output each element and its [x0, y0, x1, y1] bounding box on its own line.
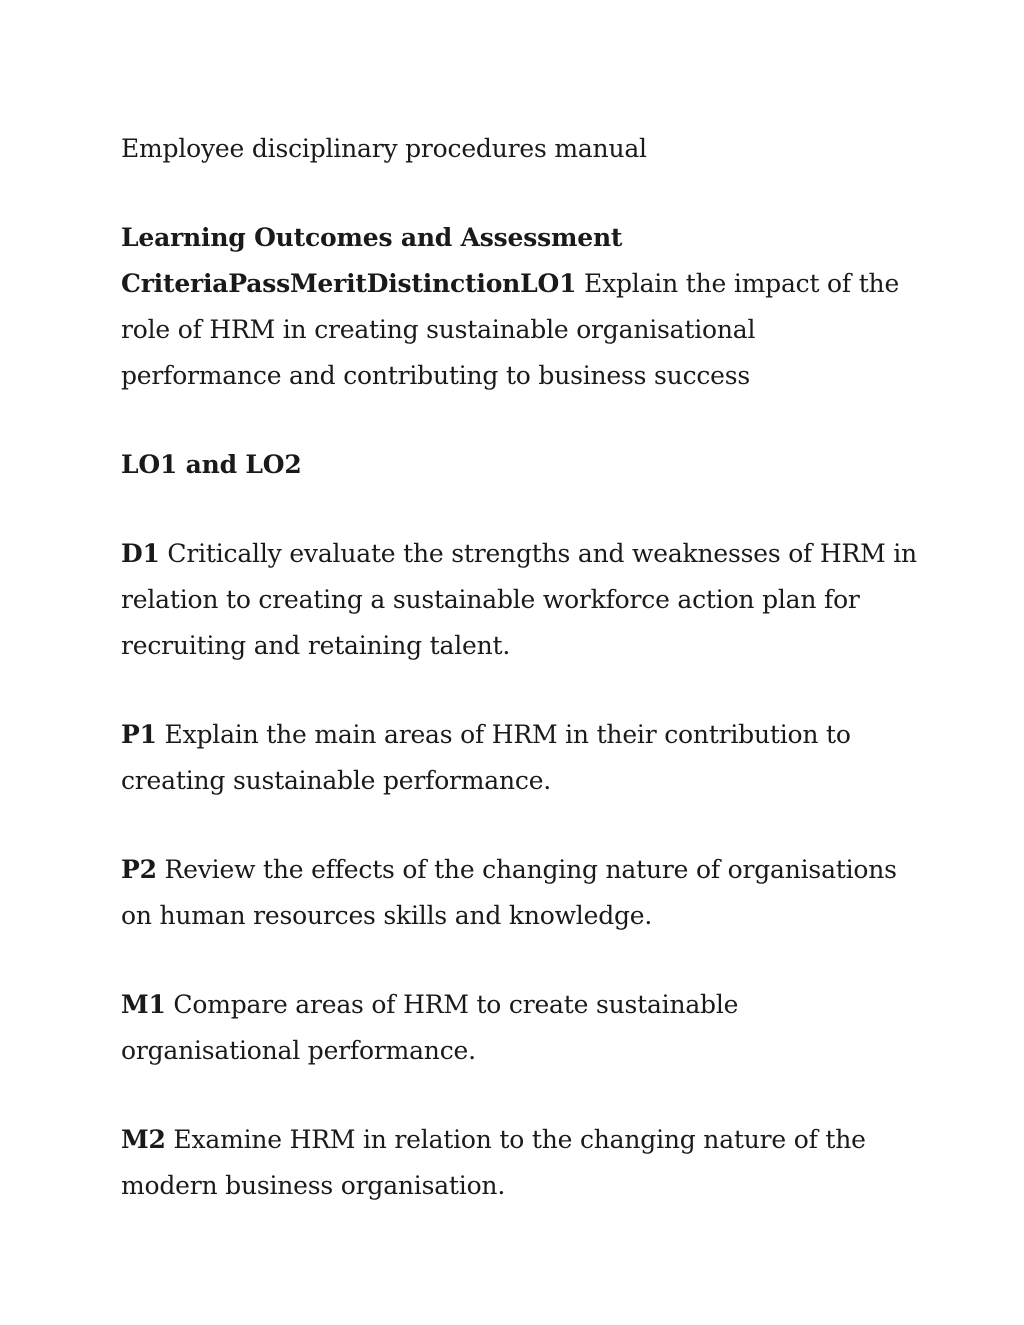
criterion-text: Explain the main areas of HRM in their contribution to creating sustainable performance. [121, 720, 851, 795]
criterion-d1 [121, 531, 921, 669]
section-heading: LO1 and LO2 [121, 450, 302, 479]
header-block [121, 215, 921, 399]
criterion-text: Critically evaluate the strengths and weaknesses of HRM in relation to creating a sustainable workforce action plan for recruiting and retaining talent. [121, 539, 917, 660]
criterion-m1 [121, 982, 921, 1074]
criterion-code: M2 [121, 1125, 166, 1154]
criterion-code: M1 [121, 990, 166, 1019]
criterion-code: D1 [121, 539, 160, 568]
criterion-code: P2 [121, 855, 157, 884]
criterion-text: Compare areas of HRM to create sustainable organisational performance. [121, 990, 739, 1065]
header-block-text: Explain the impact of the role of HRM in creating sustainable organisational performance and contributing to business success [121, 269, 900, 390]
criterion-code: P1 [121, 720, 157, 749]
document-title: Employee disciplinary procedures manual [121, 134, 647, 163]
criterion-text: Examine HRM in relation to the changing nature of the modern business organisation. [121, 1125, 866, 1200]
criterion-text: Review the effects of the changing nature of organisations on human resources skills and knowledge. [121, 855, 897, 930]
criterion-m2 [121, 1117, 921, 1209]
header-block-bold: Learning Outcomes and Assessment CriteriaPassMeritDistinctionLO1 [121, 223, 623, 298]
criterion-p2 [121, 847, 921, 939]
document-page [121, 126, 921, 1252]
criterion-p1 [121, 712, 921, 804]
